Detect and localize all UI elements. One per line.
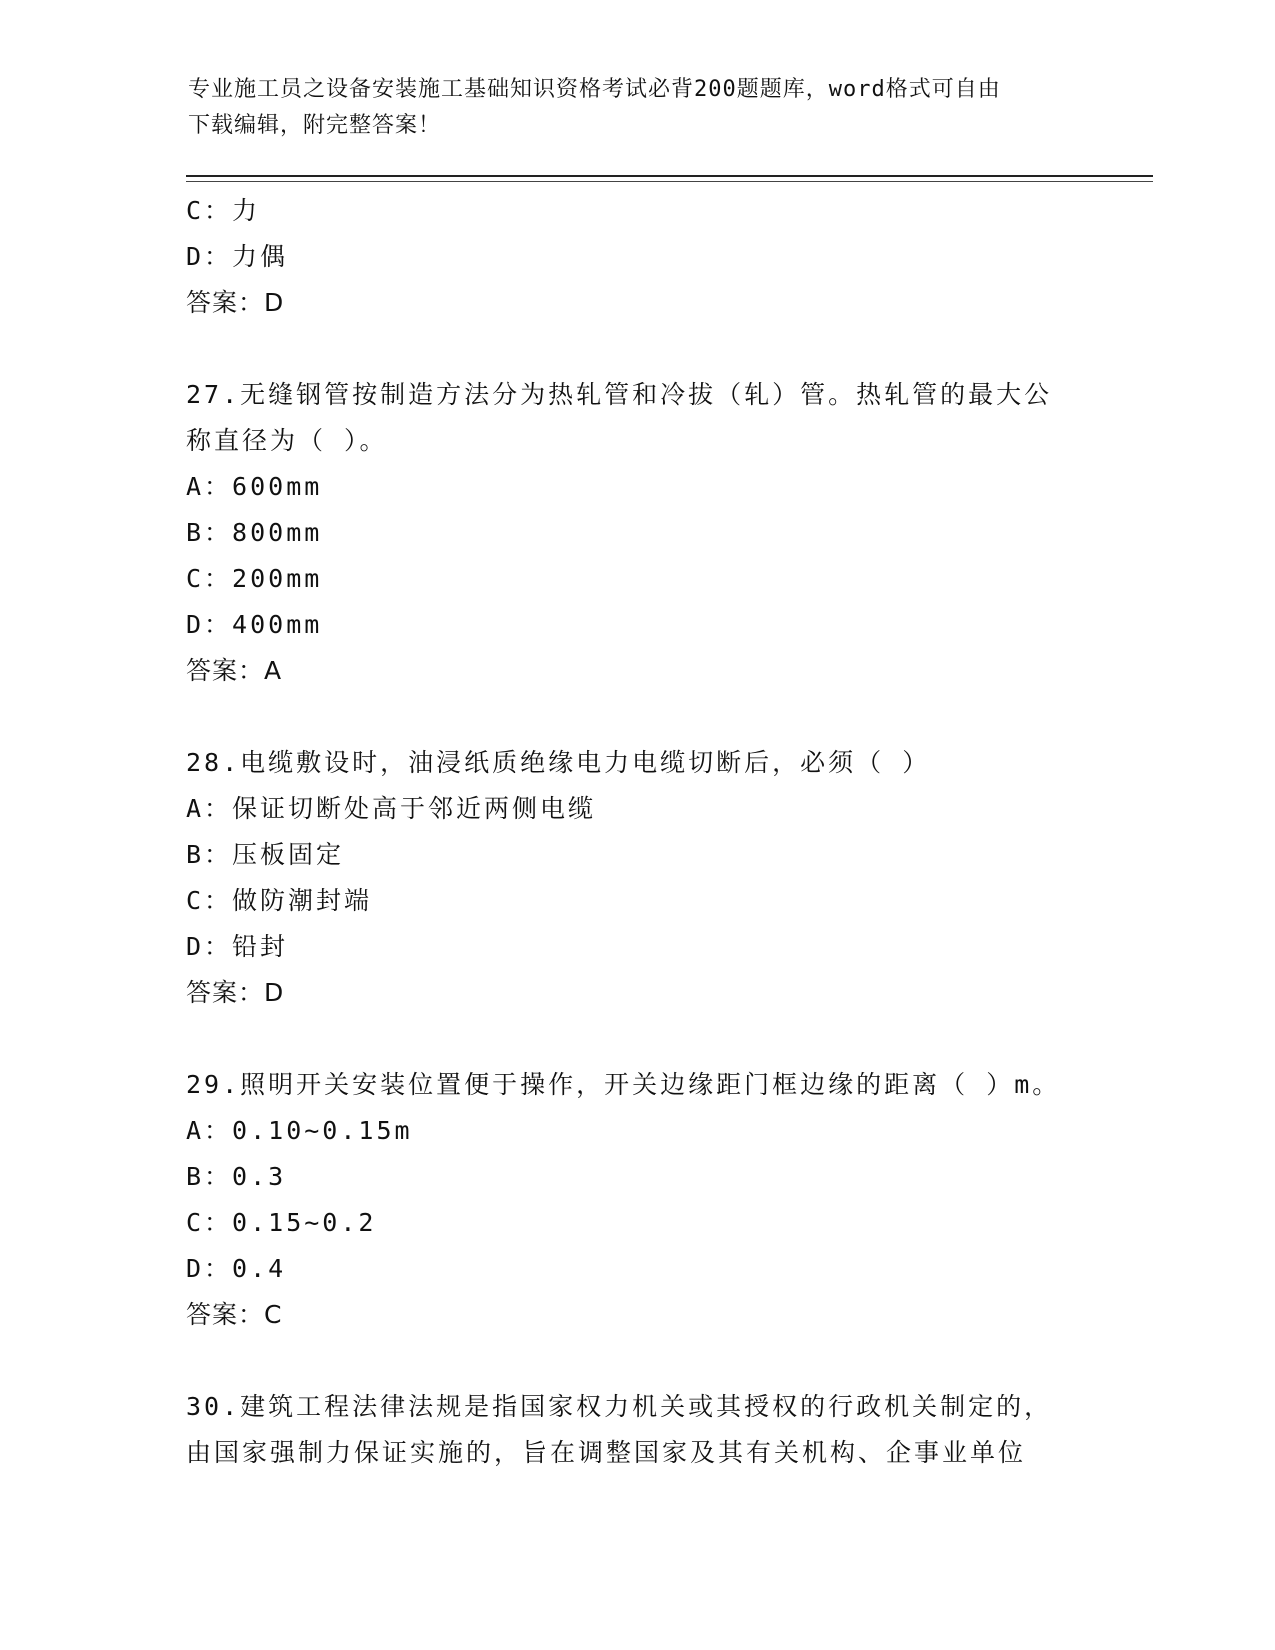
option-c: C：0.15~0.2: [186, 1208, 377, 1237]
question-28: [186, 740, 1086, 1016]
question-30: [186, 1384, 1086, 1476]
question-text-line: 30.建筑工程法律法规是指国家权力机关或其授权的行政机关制定的，: [186, 1392, 1053, 1421]
question-text-line: 27.无缝钢管按制造方法分为热轧管和冷拔（轧）管。热轧管的最大公: [186, 380, 1053, 409]
answer-line: 答案：D: [186, 288, 285, 317]
spacer: [186, 1016, 1086, 1062]
question-27: [186, 372, 1086, 694]
answer-line: 答案：D: [186, 978, 285, 1007]
option-b: B：0.3: [186, 1162, 287, 1191]
option-a: A：0.10~0.15m: [186, 1116, 413, 1145]
header-divider-thick: [186, 175, 1153, 177]
option-d: D：400mm: [186, 610, 323, 639]
answer-line: 答案：C: [186, 1300, 283, 1329]
option-a: A：保证切断处高于邻近两侧电缆: [186, 794, 597, 823]
document-header: [188, 72, 1088, 144]
answer-line: 答案：A: [186, 656, 283, 685]
question-text-line: 29.照明开关安装位置便于操作，开关边缘距门框边缘的距离（ ）m。: [186, 1070, 1061, 1099]
header-line-1: 专业施工员之设备安装施工基础知识资格考试必背200题题库，word格式可自由: [188, 77, 1001, 102]
question-content: [186, 188, 1086, 1476]
option-b: B：800mm: [186, 518, 323, 547]
option-d: D：力偶: [186, 242, 289, 271]
question-text-line: 由国家强制力保证实施的，旨在调整国家及其有关机构、企事业单位: [186, 1438, 1027, 1467]
header-line-2: 下载编辑，附完整答案！: [188, 113, 442, 138]
option-d: D：0.4: [186, 1254, 287, 1283]
option-c: C：做防潮封端: [186, 886, 373, 915]
option-b: B：压板固定: [186, 840, 345, 869]
spacer: [186, 326, 1086, 372]
option-c: C：200mm: [186, 564, 323, 593]
header-divider-thin: [186, 181, 1153, 182]
option-c: C：力: [186, 196, 261, 225]
question-text-line: 28.电缆敷设时，油浸纸质绝缘电力电缆切断后，必须（ ）: [186, 748, 931, 777]
option-d: D：铅封: [186, 932, 289, 961]
question-29: [186, 1062, 1086, 1338]
previous-question-tail: [186, 188, 1086, 326]
spacer: [186, 1338, 1086, 1384]
question-text-line: 称直径为（ ）。: [186, 426, 388, 455]
spacer: [186, 694, 1086, 740]
option-a: A：600mm: [186, 472, 323, 501]
